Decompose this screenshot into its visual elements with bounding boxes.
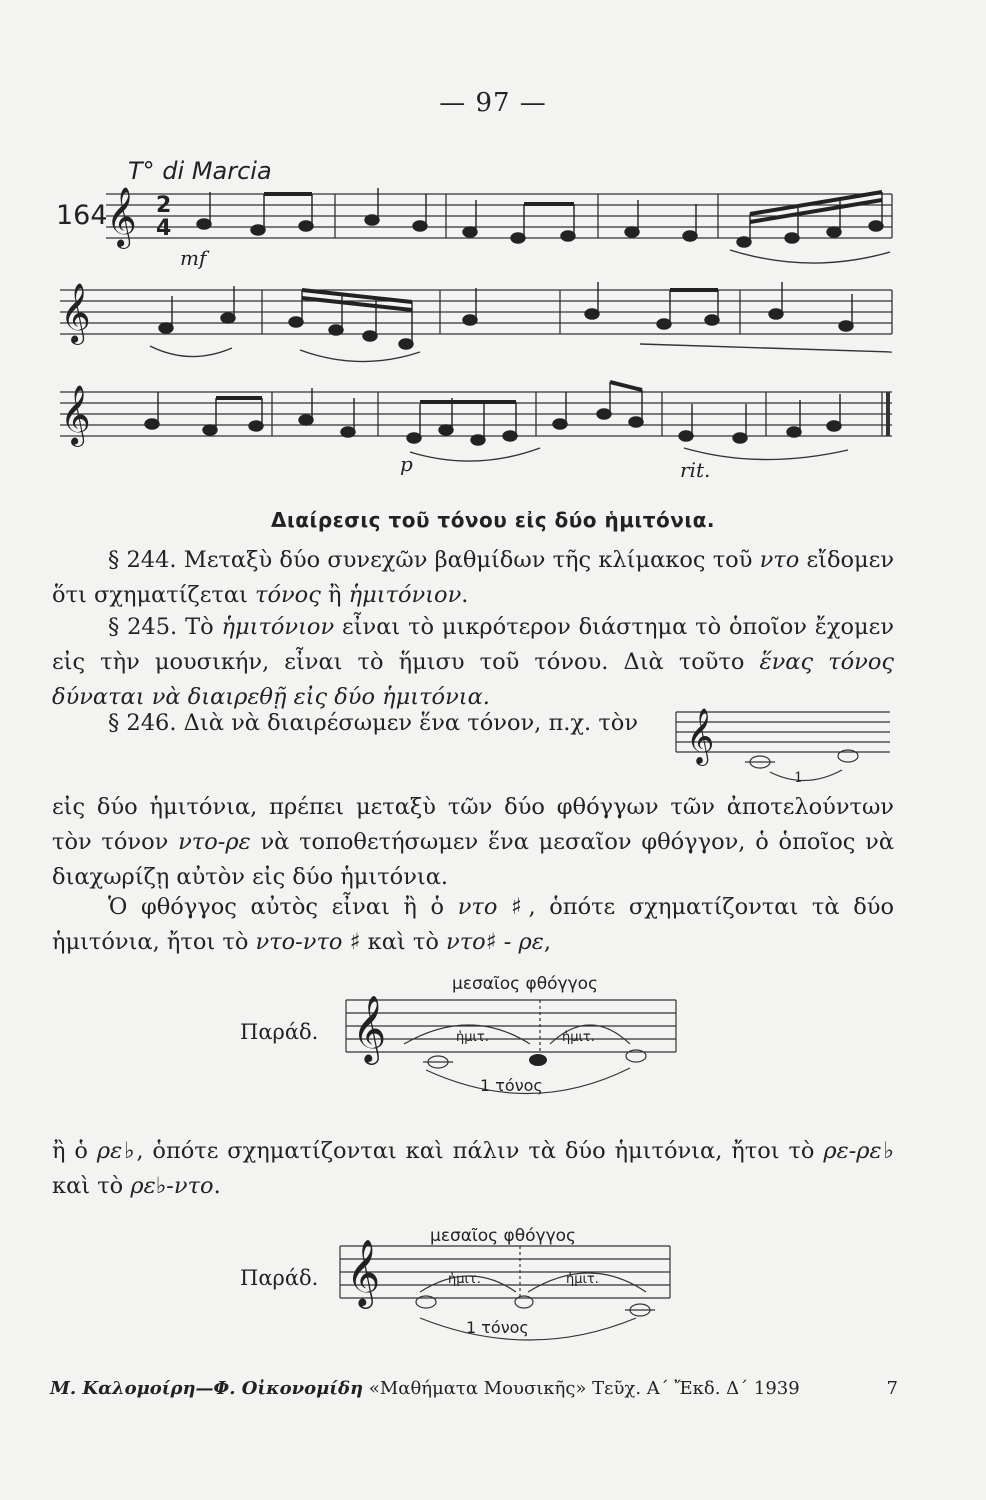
svg-text:𝄞: 𝄞: [346, 1238, 381, 1306]
dynamic-mf: mf: [180, 246, 207, 270]
example-number: 164: [56, 200, 108, 231]
page-number: — 97 —: [439, 88, 547, 118]
dynamic-p: p: [400, 452, 413, 476]
paragraph-246-intro: § 246. Διὰ νὰ διαιρέσωμεν ἕνα τόνον, π.χ. τὸν: [108, 710, 639, 736]
footer-page-number: 7: [886, 1378, 898, 1399]
staff-3: [60, 392, 892, 436]
example-2-middle-note-label: μεσαῖος φθόγγος: [430, 1226, 577, 1246]
example-1-semitone-2: ἡμιτ.: [562, 1030, 595, 1045]
example-2-tone-label: 1 τόνος: [466, 1318, 529, 1337]
paragraph-246-body: εἰς δύο ἡμιτόνια, πρέπει μεταξὺ τῶν δύο φθόγγων τῶν ἀποτελούντων τὸν τόνον ντο-ρε νὰ τοποθετήσωμεν ἕνα μεσαῖον φθόγγον, ὁ ὁποῖος νὰ διαχωρίζῃ αὐτὸν εἰς δύο ἡμιτόνια.: [52, 794, 895, 890]
tempo-marking: T° di Marcia: [128, 157, 272, 185]
svg-text:𝄞: 𝄞: [686, 708, 715, 764]
footer: [50, 1378, 898, 1399]
treble-clef-3: 𝄞: [60, 385, 91, 445]
example-1-label: Παράδ.: [240, 1020, 319, 1044]
svg-text:2: 2: [156, 193, 172, 218]
footer-authors: Μ. Καλομοίρη—Φ. Οἰκονομίδη: [50, 1378, 364, 1399]
section-heading: Διαίρεσις τοῦ τόνου εἰς δύο ἡμιτόνια.: [271, 508, 715, 532]
paragraph-number: § 246.: [108, 710, 177, 736]
paragraph-246-sharp: Ὁ φθόγγος αὐτὸς εἶναι ἢ ὁ ντο ♯, ὁπότε σχηματίζονται τὰ δύο ἡμιτόνια, ἤτοι τὸ ντο-ντο ♯ καὶ τὸ ντο♯ - ρε,: [52, 894, 894, 955]
dynamic-rit: rit.: [680, 458, 711, 482]
paragraph-number: § 244.: [108, 547, 177, 573]
example-2-semitone-2: ἡμιτ.: [566, 1272, 599, 1287]
svg-text:𝄞: 𝄞: [352, 994, 387, 1062]
example-2-label: Παράδ.: [240, 1266, 319, 1290]
example-1-middle-note-label: μεσαῖος φθόγγος: [452, 974, 599, 994]
example-2-semitone-1: ἡμιτ.: [448, 1272, 481, 1287]
paragraph-245: § 245. Τὸ ἡμιτόνιον εἶναι τὸ μικρότερον διάστημα τὸ ὁποῖον ἔχομεν εἰς τὴν μουσικήν, εἶναι τὸ ἥμισυ τοῦ τόνου. Διὰ τοῦτο ἕνας τόνος δύναται νὰ διαιρεθῇ εἰς δύο ἡμιτόνια.: [52, 614, 895, 710]
paragraph-number: § 245.: [108, 614, 178, 640]
example-1-semitone-1: ἡμιτ.: [456, 1030, 489, 1045]
svg-text:4: 4: [156, 216, 172, 241]
example-1-tone-label: 1 τόνος: [480, 1076, 543, 1095]
paragraph-244: § 244. Μεταξὺ δύο συνεχῶν βαθμίδων τῆς κλίμακος τοῦ ντο εἴδομεν ὅτι σχηματίζεται τόνος ἢ ἡμιτόνιον.: [52, 547, 895, 608]
treble-clef-2: 𝄞: [60, 283, 91, 343]
footer-title: «Μαθήματα Μουσικῆς» Τεῦχ. Α΄ Ἔκδ. Δ΄ 1939: [368, 1378, 800, 1399]
tone-number-label: 1: [794, 770, 803, 786]
paragraph-flat: ἢ ὁ ρε♭, ὁπότε σχηματίζονται καὶ πάλιν τὰ δύο ἡμιτόνια, ἤτοι τὸ ρε-ρε♭ καὶ τὸ ρε♭-ντο.: [52, 1138, 894, 1199]
treble-clef-1: 𝄞: [106, 187, 137, 247]
